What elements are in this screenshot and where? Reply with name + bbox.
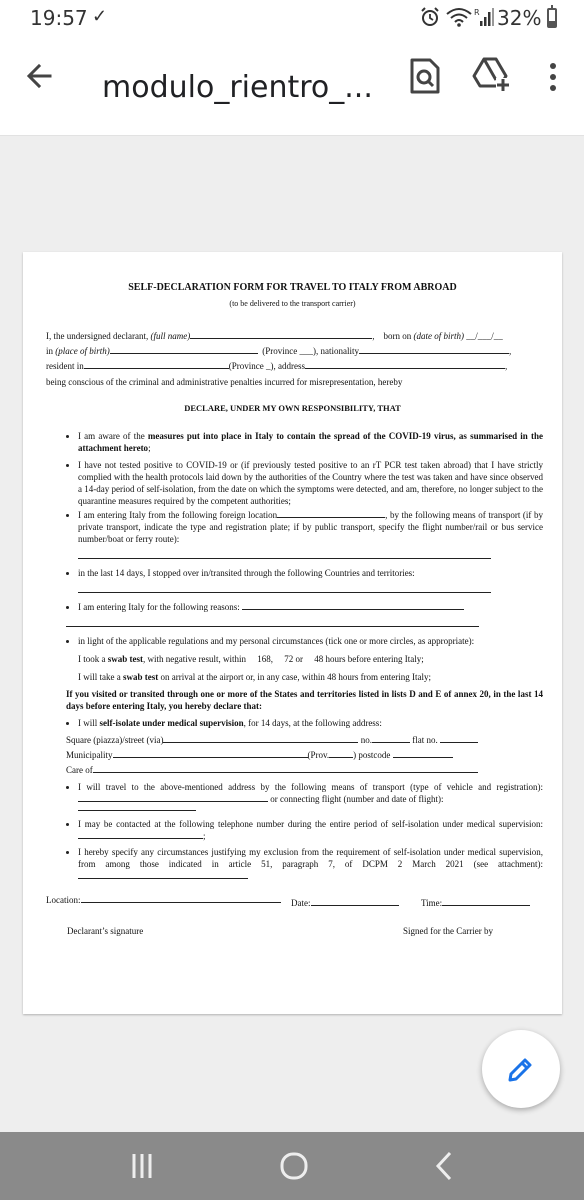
status-time: 19:57 xyxy=(30,6,88,30)
download-done-icon: ✓ xyxy=(92,6,108,26)
transit-countries-label: in the last 14 days, I stopped over in/transited through the following Countries and territories: xyxy=(78,568,415,578)
awareness-statement xyxy=(78,430,543,454)
document-page[interactable] xyxy=(23,252,562,1014)
province-label: (Prov. xyxy=(307,750,330,760)
self-isolate-statement xyxy=(78,717,382,729)
self-isolate-bold: self-isolate under medical supervision xyxy=(99,718,244,728)
recents-icon[interactable] xyxy=(122,1146,162,1186)
option-72-hours[interactable]: 72 or xyxy=(284,654,303,664)
postcode-label: ) postcode xyxy=(353,750,391,760)
not-tested-positive-statement: I have not tested positive to COVID-19 or (if previously tested positive to an rT PCR test taken abroad) that I have strictly complied with the health protocols laid down by the authorities of the Country where the test was taken and have since observed a 14-day period of self-isolation, from the date on which the symptoms were detected, and am, therefore, no longer subject to the quarantine measures required by the competent authorities; xyxy=(78,460,543,506)
address-field[interactable] xyxy=(305,361,505,369)
swab-before-result: , with negative result, within xyxy=(143,654,246,664)
arrow-back-icon[interactable] xyxy=(22,58,58,94)
option-168-hours[interactable]: 168, xyxy=(257,654,273,664)
measures-text: measures put into place in Italy to contain the spread of the COVID-19 virus, as summarised in the attachment hereto xyxy=(78,431,543,453)
undersigned-label: I, the undersigned declarant, xyxy=(46,331,149,341)
nav-back-icon[interactable] xyxy=(424,1146,464,1186)
province-field[interactable] xyxy=(329,750,353,758)
in-label: in xyxy=(46,346,54,356)
exclusion-label: I hereby specify any circumstances justifying my exclusion from the requirement of self-isolation under medical supervision, from among those indicated in article 51, paragraph 7, of DCPM 2 March 2021 (see attachment): xyxy=(78,847,543,869)
foreign-location-statement xyxy=(78,509,543,545)
address-line-street xyxy=(66,734,478,746)
address-line-municipality xyxy=(66,749,453,761)
date-of-birth-field[interactable]: __/___/__ xyxy=(466,331,503,341)
visited-lists-statement: If you visited or transited through one or more of the States and territories listed in lists D and E of annex 20, in the last 14 days before entering Italy, you hereby declare that: xyxy=(66,689,543,711)
street-label: Square (piazza)/street (via) xyxy=(66,735,164,745)
semicolon: ; xyxy=(203,831,206,841)
semicolon: ; xyxy=(148,443,151,453)
option-48-hours[interactable]: 48 hours before entering Italy; xyxy=(314,654,424,664)
municipality-label: Municipality xyxy=(66,750,113,760)
add-to-drive-icon[interactable] xyxy=(472,56,512,94)
flat-number-field[interactable] xyxy=(440,735,478,743)
app-bar xyxy=(0,36,584,136)
travel-means-label: I will travel to the above-mentioned address by the following means of transport (type of vehicle and registration): xyxy=(78,782,543,792)
transport-means-field[interactable] xyxy=(78,558,491,559)
date-of-birth-label: (date of birth) xyxy=(413,331,464,341)
home-icon[interactable] xyxy=(274,1146,314,1186)
declarant-signature-label: Declarant’s signature xyxy=(67,926,144,936)
postcode-field[interactable] xyxy=(393,750,453,758)
travel-means-statement xyxy=(78,781,543,805)
system-nav-bar xyxy=(0,1132,584,1200)
location-label: Location: xyxy=(46,895,81,905)
date-label: Date: xyxy=(291,898,311,908)
declare-heading: DECLARE, UNDER MY OWN RESPONSIBILITY, THAT xyxy=(184,403,401,413)
more-vert-icon[interactable] xyxy=(541,60,565,94)
status-bar xyxy=(0,0,584,36)
reasons-field-continued[interactable] xyxy=(66,626,479,627)
location-field[interactable] xyxy=(81,895,281,903)
place-of-birth-field[interactable] xyxy=(110,346,258,354)
care-of-field[interactable] xyxy=(93,765,478,773)
place-of-birth-label: (place of birth) xyxy=(55,346,110,356)
circumstances-label: in light of the applicable regulations and my personal circumstances (tick one or more circles, as appropriate): xyxy=(78,636,475,646)
location-line xyxy=(46,894,281,906)
identity-line-1: I, the undersigned declarant, (full name) , born on (date of birth) __/___/__ xyxy=(46,331,503,341)
awareness-text: I am aware of the xyxy=(78,431,145,441)
form-subtitle: (to be delivered to the transport carrier) xyxy=(229,299,356,308)
reasons-field[interactable] xyxy=(242,602,464,610)
bullet-dot xyxy=(66,606,69,609)
exclusion-field[interactable] xyxy=(78,871,248,879)
foreign-location-field[interactable] xyxy=(277,510,385,518)
bullet-dot xyxy=(66,572,69,575)
bullet-dot xyxy=(66,823,69,826)
full-name-field[interactable] xyxy=(190,331,372,339)
swab-before-text: I took a xyxy=(78,654,106,664)
form-title: SELF-DECLARATION FORM FOR TRAVEL TO ITALY FROM ABROAD xyxy=(128,282,457,293)
travel-means-field[interactable] xyxy=(78,794,268,802)
bullet-dot xyxy=(66,640,69,643)
care-of-line xyxy=(66,764,478,776)
connecting-flight-field[interactable] xyxy=(78,810,196,811)
bullet-dot xyxy=(66,722,69,725)
full-name-label: (full name) xyxy=(150,331,191,341)
resident-in-label: resident in xyxy=(46,361,84,371)
connecting-flight-label: or connecting flight (number and date of flight): xyxy=(270,794,444,804)
conscious-statement: being conscious of the criminal and administrative penalties incurred for misrepresentation, hereby xyxy=(46,377,403,387)
date-line xyxy=(291,897,399,909)
reasons-line xyxy=(78,601,464,613)
municipality-field[interactable] xyxy=(113,750,308,758)
contact-phone-label: I may be contacted at the following telephone number during the entire period of self-isolation under medical supervision: xyxy=(78,819,543,829)
bullet-dot xyxy=(66,786,69,789)
born-on-label: born on xyxy=(383,331,412,341)
bullet-dot xyxy=(66,435,69,438)
self-isolate-detail: , for 14 days, at the following address: xyxy=(243,718,382,728)
reasons-label: I am entering Italy for the following reasons: xyxy=(78,602,240,612)
province-nationality-label: (Province ___), nationality xyxy=(262,346,359,356)
swab-option-before[interactable] xyxy=(78,653,424,665)
nationality-field[interactable] xyxy=(359,346,509,354)
battery-icon xyxy=(547,8,557,28)
bullet-dot xyxy=(66,851,69,854)
bullet-dot xyxy=(66,514,69,517)
date-field[interactable] xyxy=(311,898,399,906)
time-field[interactable] xyxy=(442,898,530,906)
edit-button[interactable] xyxy=(482,1030,560,1108)
identity-line-3: resident in (Province _), address , xyxy=(46,361,508,371)
swab-before-bold: swab test xyxy=(107,654,143,664)
time-label: Time: xyxy=(421,898,443,908)
self-isolate-text: I will xyxy=(78,718,98,728)
time-line xyxy=(421,897,530,909)
swab-arrival-bold: swab test xyxy=(122,672,159,682)
contact-phone-statement xyxy=(78,818,543,842)
flat-number-label: flat no. xyxy=(412,735,438,745)
svg-text:R: R xyxy=(474,8,480,17)
bullet-dot xyxy=(66,464,69,467)
transport-means-label: , by the following means of transport (if by private transport, indicate the type and registration plate; if by public transport, specify the flight number/rail or bus service number/boat or ferry route): xyxy=(78,510,543,544)
alarm-icon xyxy=(420,7,440,27)
swab-arrival-detail: on arrival at the airport or, in any case, within 48 hours from entering Italy; xyxy=(160,672,432,682)
transit-countries-field[interactable] xyxy=(78,592,491,593)
street-field[interactable] xyxy=(163,735,358,743)
swab-arrival-text: I will take a xyxy=(78,672,121,682)
street-number-field[interactable] xyxy=(372,735,410,743)
edit-pencil-icon xyxy=(506,1054,536,1084)
street-number-label: no. xyxy=(360,735,372,745)
address-label: (Province _), address xyxy=(228,361,305,371)
exclusion-statement xyxy=(78,846,543,882)
find-in-document-icon[interactable] xyxy=(408,58,442,94)
contact-phone-field[interactable] xyxy=(78,831,203,839)
document-title: modulo_rientro_... xyxy=(102,70,373,105)
residence-field[interactable] xyxy=(84,361,229,369)
wifi-icon xyxy=(446,6,472,28)
care-of-label: Care of xyxy=(66,765,93,775)
identity-line-2: in (place of birth) (Province ___), nationality , xyxy=(46,346,512,356)
battery-percentage: 32% xyxy=(497,6,542,30)
signal-icon xyxy=(474,7,494,27)
swab-option-on-arrival[interactable] xyxy=(78,671,431,683)
carrier-signature-label: Signed for the Carrier by xyxy=(403,926,493,936)
foreign-location-label: I am entering Italy from the following foreign location xyxy=(78,510,278,520)
